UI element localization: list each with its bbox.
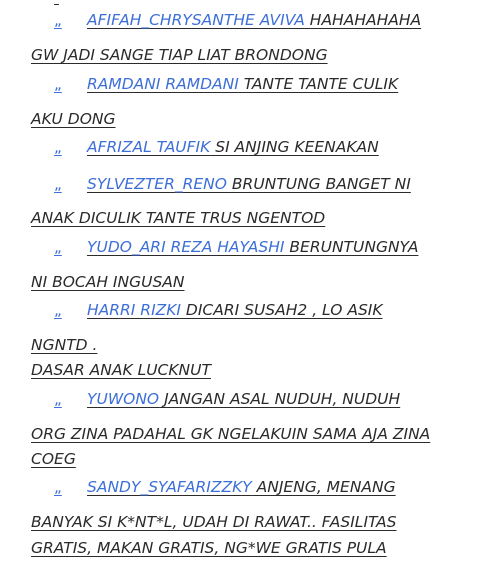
comment-4 (54, 237, 418, 257)
quote-icon: „ (54, 75, 62, 93)
comment-text: JANGAN ASAL NUDUH, NUDUH (159, 390, 401, 408)
commenter-name-link[interactable]: HARRI RIZKI (87, 301, 181, 319)
comment-text: DICARI SUSAH2 , LO ASIK (181, 301, 383, 319)
commenter-name-link[interactable]: YUWONO (87, 390, 160, 408)
quote-icon: „ (54, 138, 62, 156)
comment-0 (54, 10, 421, 30)
comment-text: ANJENG, MENANG (251, 478, 396, 496)
comment-continuation: ORG ZINA PADAHAL GK NGELAKUIN SAMA AJA ZINA (31, 425, 431, 443)
commenter-name-link[interactable]: AFRIZAL TAUFIK (87, 138, 211, 156)
quote-icon: „ (54, 175, 62, 193)
comment-continuation: GRATIS, MAKAN GRATIS, NG*WE GRATIS PULA (31, 539, 387, 557)
cut-off-previous-line (54, 0, 59, 6)
comment-7 (54, 477, 396, 497)
quote-icon: „ (54, 301, 62, 319)
comment-3 (54, 174, 411, 194)
comment-text: SI ANJING KEENAKAN (210, 138, 379, 156)
commenter-name-link[interactable]: SYLVEZTER_RENO (87, 175, 227, 193)
comment-2 (54, 137, 379, 157)
comment-continuation: NGNTD . (31, 336, 98, 354)
comment-1 (54, 74, 398, 94)
commenter-name-link[interactable]: RAMDANI RAMDANI (87, 75, 239, 93)
quote-icon: „ (54, 238, 62, 256)
commenter-name-link[interactable]: AFIFAH_CHRYSANTHE AVIVA (87, 11, 305, 29)
comment-text: BERUNTUNGNYA (284, 238, 419, 256)
quote-icon: „ (54, 11, 62, 29)
comment-continuation: COEG (31, 450, 76, 468)
comment-6 (54, 389, 400, 409)
comment-text: TANTE TANTE CULIK (238, 75, 399, 93)
comment-continuation: GW JADI SANGE TIAP LIAT BRONDONG (31, 46, 328, 64)
comment-continuation: BANYAK SI K*NT*L, UDAH DI RAWAT.. FASILITAS (31, 513, 397, 531)
commenter-name-link[interactable]: YUDO_ARI REZA HAYASHI (87, 238, 285, 256)
comment-text: BRUNTUNG BANGET NI (226, 175, 411, 193)
comment-continuation: ANAK DICULIK TANTE TRUS NGENTOD (31, 209, 326, 227)
commenter-name-link[interactable]: SANDY_SYAFARIZZKY (87, 478, 252, 496)
quote-icon: „ (54, 390, 62, 408)
comment-continuation: NI BOCAH INGUSAN (31, 273, 185, 291)
comment-5 (54, 300, 383, 320)
quote-icon: „ (54, 478, 62, 496)
comment-continuation: AKU DONG (31, 110, 116, 128)
comment-text: HAHAHAHAHA (304, 11, 422, 29)
comment-continuation: DASAR ANAK LUCKNUT (31, 361, 211, 379)
